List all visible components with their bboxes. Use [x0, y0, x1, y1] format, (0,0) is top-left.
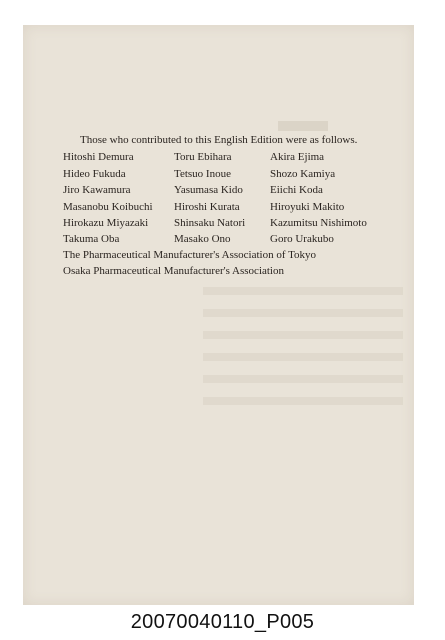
- show-through-line: [203, 397, 403, 405]
- contributor-name: Takuma Oba: [63, 233, 120, 245]
- contributor-name: Hitoshi Demura: [63, 151, 134, 163]
- show-through-line: [203, 287, 403, 295]
- contributor-name: Yasumasa Kido: [174, 184, 243, 196]
- document-page: [23, 25, 414, 605]
- contributor-name: Hideo Fukuda: [63, 168, 126, 180]
- contributor-name: Masako Ono: [174, 233, 231, 245]
- show-through-line: [203, 375, 403, 383]
- show-through-line: [203, 309, 403, 317]
- contributor-name: Eiichi Koda: [270, 184, 323, 196]
- contributor-name: Hiroshi Kurata: [174, 201, 240, 213]
- contributor-name: Hiroyuki Makito: [270, 201, 345, 213]
- organization-line: Osaka Pharmaceutical Manufacturer's Association: [63, 265, 284, 277]
- show-through-heading: [278, 121, 328, 131]
- contributor-name: Jiro Kawamura: [63, 184, 131, 196]
- contributor-name: Kazumitsu Nishimoto: [270, 217, 367, 229]
- organization-line: The Pharmaceutical Manufacturer's Association of Tokyo: [63, 249, 317, 261]
- contributor-name: Shinsaku Natori: [174, 217, 246, 229]
- contributor-name: Masanobu Koibuchi: [63, 201, 153, 213]
- contributor-name: Hirokazu Miyazaki: [63, 217, 149, 229]
- contributor-name: Tetsuo Inoue: [174, 168, 231, 180]
- contributor-name: Akira Ejima: [270, 151, 325, 163]
- intro-text: Those who contributed to this English Edition were as follows.: [80, 134, 358, 146]
- contributor-name: Toru Ebihara: [174, 151, 232, 163]
- contributor-name: Shozo Kamiya: [270, 168, 336, 180]
- show-through-line: [203, 331, 403, 339]
- image-id-caption: 20070040110_P005: [130, 611, 315, 633]
- contributor-name: Goro Urakubo: [270, 233, 334, 245]
- show-through-line: [203, 353, 403, 361]
